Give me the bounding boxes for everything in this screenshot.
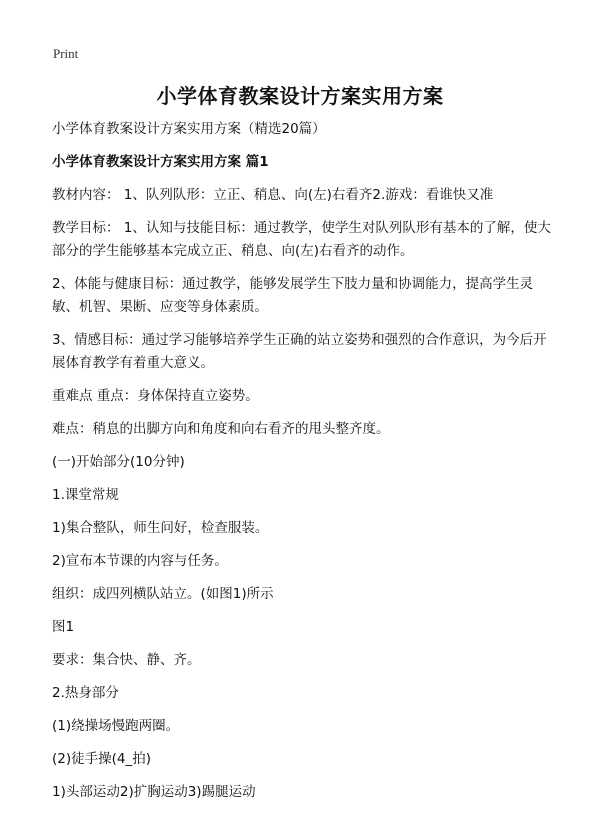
paragraph-teaching-goals: 教学目标： 1、认知与技能目标：通过教学，使学生对队列队形有基本的了解，使大部分的学生能够基本完成立正、稍息、向(左)右看齐的动作。 [52,220,551,259]
document-subtitle: 小学体育教案设计方案实用方案（精选20篇） [52,121,326,137]
paragraph-exercise-list: 1)头部运动2)扩胸运动3)踢腿运动 [52,784,256,800]
paragraph-figure-label: 图1 [52,619,75,635]
paragraph-freehand-exercise: (2)徒手操(4_拍) [52,751,151,767]
print-label: Print [53,46,79,61]
paragraph-difficulty: 难点：稍息的出脚方向和角度和向右看齐的甩头整齐度。 [52,421,390,437]
paragraph-warmup: 2.热身部分 [52,685,119,701]
paragraph-assemble: 1)集合整队，师生问好，检查服装。 [52,520,269,536]
paragraph-class-routine: 1.课堂常规 [52,487,119,503]
document-body [52,118,556,814]
paragraph-announce: 2)宣布本节课的内容与任务。 [52,553,228,569]
paragraph-jogging: (1)绕操场慢跑两圈。 [52,718,180,734]
paragraph-emotional-goal: 3、情感目标：通过学习能够培养学生正确的站立姿势和强烈的合作意识，为今后开展体育教学有着重大意义。 [52,332,547,371]
paragraph-fitness-goal: 2、体能与健康目标：通过教学，能够发展学生下肢力量和协调能力，提高学生灵敏、机智、果断、应变等身体素质。 [52,276,534,315]
paragraph-organization: 组织：成四列横队站立。(如图1)所示 [52,586,274,602]
paragraph-teaching-content: 教材内容： 1、队列队形：立正、稍息、向(左)右看齐2.游戏：看谁快又准 [52,187,494,203]
paragraph-requirement: 要求：集合快、静、齐。 [52,652,201,668]
paragraph-opening-part: (一)开始部分(10分钟) [52,454,185,470]
paragraph-key-point: 重难点 重点：身体保持直立姿势。 [52,388,259,404]
section-heading: 小学体育教案设计方案实用方案 篇1 [52,154,269,170]
document-title: 小学体育教案设计方案实用方案 [156,84,444,108]
